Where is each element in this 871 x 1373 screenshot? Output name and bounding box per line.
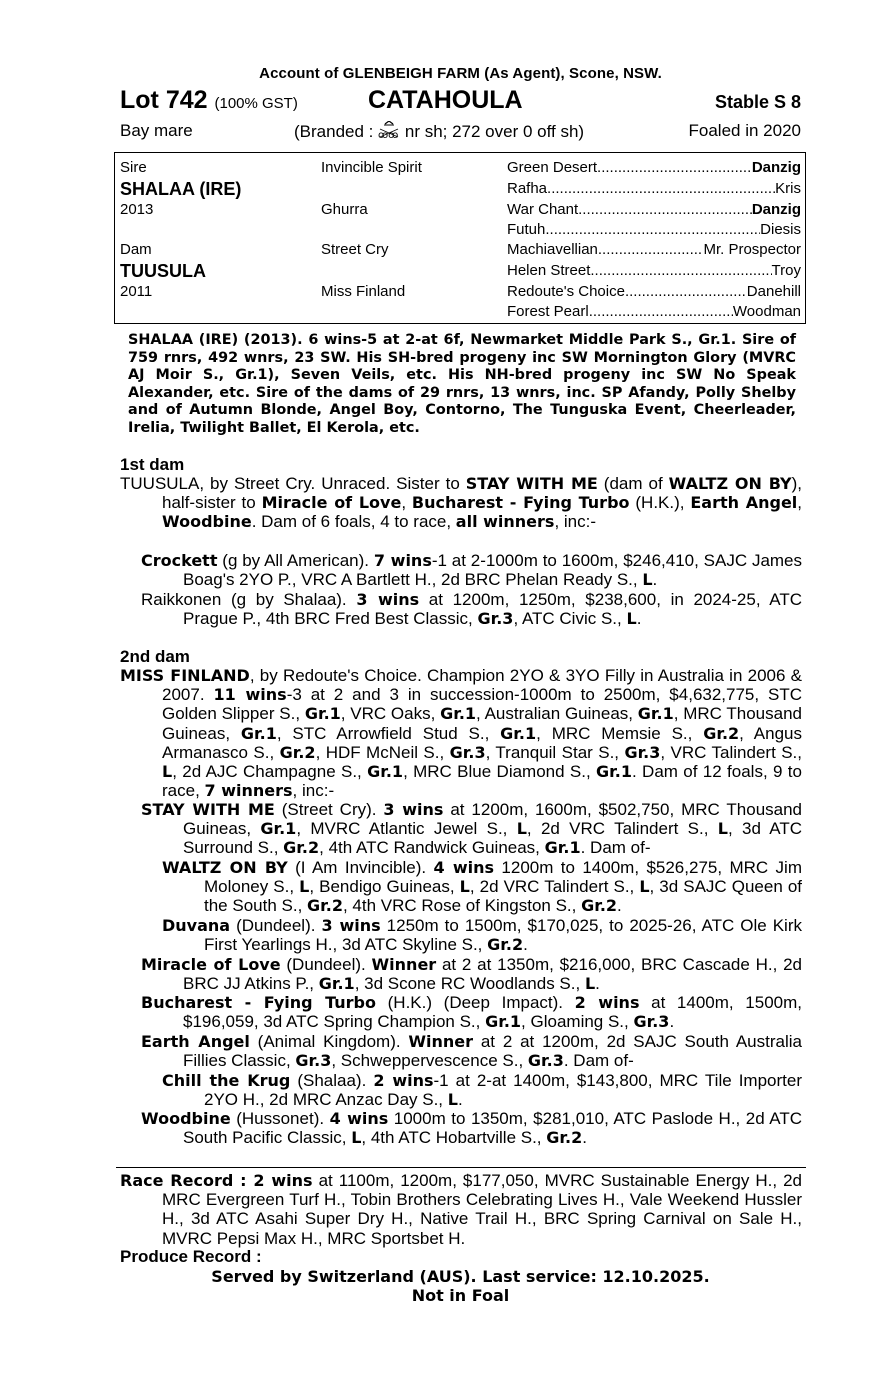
bold-run: Chill the Krug xyxy=(162,1071,291,1090)
gst-note: (100% GST) xyxy=(214,95,298,112)
text-run: (Dundeel). xyxy=(230,916,322,935)
gen3-sire: Diesis xyxy=(760,221,801,238)
text-run: , 3d ATC Surround S., xyxy=(183,819,803,858)
text-run: (Street Cry). xyxy=(274,800,384,819)
text-run: , 2d VRC Talindert S., xyxy=(526,819,718,839)
gen3-sire: Woodman xyxy=(732,303,801,320)
gen3-sire: Troy xyxy=(771,262,801,279)
bold-run: Gr.1 xyxy=(544,838,581,858)
foaled-year: Foaled in 2020 xyxy=(688,121,801,140)
text-run: . xyxy=(669,1012,675,1032)
text-run: (Shalaa). xyxy=(290,1071,374,1090)
text-run: , 3d SAJC Queen of the South S., xyxy=(204,877,803,916)
pedigree-gen3-1 xyxy=(507,159,801,176)
dam-year: 2011 xyxy=(120,283,153,300)
text-run: at 2 at 1350m, $216,000, BRC Cascade H., 2d BRC JJ Atkins P., xyxy=(183,955,802,994)
text-run: (dam of xyxy=(597,474,669,493)
text-run: (H.K.), xyxy=(629,493,691,513)
text-run: 1000m to 1350m, $281,010, ATC Paslode H., 2d ATC South Pacific Classic, xyxy=(183,1109,802,1148)
text-run: (g by All American). xyxy=(217,551,374,570)
bold-run: 7 winners xyxy=(204,781,293,801)
second-dam-entry xyxy=(120,666,802,800)
bold-run: L xyxy=(447,1090,458,1110)
bold-run: STAY WITH ME xyxy=(141,800,275,819)
bold-run: Miracle of Love xyxy=(261,493,402,513)
second-dam-heading: 2nd dam xyxy=(120,647,190,666)
bold-run: Gr.1 xyxy=(240,723,277,743)
gen3-sire: Mr. Prospector xyxy=(703,241,801,258)
bold-run: Gr.2 xyxy=(283,838,320,858)
brand-mark-icon xyxy=(378,121,400,139)
dam-name: TUUSULA xyxy=(120,261,206,281)
bold-run: Woodbine xyxy=(141,1109,231,1128)
bold-run: Gr.2 xyxy=(703,723,740,743)
pedigree-gen2-3: Street Cry xyxy=(321,241,389,258)
progeny-raikkonen xyxy=(141,590,802,628)
bold-run: Gr.3 xyxy=(624,742,661,762)
bold-run: Gr.1 xyxy=(485,1012,522,1032)
bold-run: Gr.2 xyxy=(487,935,524,955)
text-run: , xyxy=(797,493,803,513)
pedigree-gen2-1: Invincible Spirit xyxy=(321,159,422,176)
bold-run: Woodbine xyxy=(162,512,252,532)
bold-run: Miracle of Love xyxy=(141,955,281,974)
bold-run: Duvana xyxy=(162,916,231,935)
gen3-name: Redoute's Choice xyxy=(507,283,625,300)
pedigree-gen2-2: Ghurra xyxy=(321,201,368,218)
text-run: (Dundeel). xyxy=(280,955,372,974)
text-run: (Animal Kingdom). xyxy=(249,1032,409,1051)
lot-number xyxy=(120,86,298,115)
stable-number: Stable S 8 xyxy=(714,92,801,112)
bold-run: Gr.2 xyxy=(279,742,316,762)
bold-run: Bucharest - Fying Turbo xyxy=(411,493,630,513)
text-run: Raikkonen (g by Shalaa). xyxy=(141,590,357,609)
bold-run: Gr.1 xyxy=(260,819,297,839)
bold-run: Gr.3 xyxy=(633,1012,670,1032)
sire-year: 2013 xyxy=(120,201,154,218)
bold-run: 2 wins xyxy=(574,993,640,1012)
bold-run: Gr.1 xyxy=(637,704,674,724)
bold-run: Race Record : 2 wins xyxy=(120,1171,313,1190)
bold-run: Gr.1 xyxy=(440,704,477,724)
text-run: , Tranquil Star S., xyxy=(485,742,625,762)
text-run: -1 at 2-at 1400m, $143,800, MRC Tile Importer 2YO H., 2d MRC Anzac Day S., xyxy=(204,1071,802,1110)
bold-run: Gr.3 xyxy=(477,609,514,629)
progeny-stay-with-me xyxy=(141,800,802,858)
bold-run: WALTZ ON BY xyxy=(162,858,288,877)
pedigree-gen3-7 xyxy=(507,283,801,300)
text-run: -3 at 2 and 3 in succession-1000m to 2500m, $4,632,775, STC Golden Slipper S., xyxy=(162,685,803,724)
text-run: TUUSULA, by Street Cry. Unraced. Sister to xyxy=(120,474,466,493)
section-divider xyxy=(116,1167,806,1168)
bold-run: Gr.2 xyxy=(581,896,618,916)
bold-run: Gr.3 xyxy=(449,742,486,762)
service-line: Served by Switzerland (AUS). Last service: 12.10.2025. xyxy=(211,1267,710,1286)
text-run: , STC Arrowfield Stud S., xyxy=(276,723,501,743)
text-run: at 1200m, 1600m, $502,750, MRC Thousand Guineas, xyxy=(183,800,803,839)
brand-suffix: nr sh; 272 over 0 off sh) xyxy=(404,122,585,141)
gen3-name: Futuh xyxy=(507,221,546,238)
bold-run: Earth Angel xyxy=(141,1032,250,1051)
bold-run: L xyxy=(717,819,728,839)
bold-run: L xyxy=(584,974,596,994)
bold-run: Gr.1 xyxy=(318,974,355,994)
gen3-sire: Danehill xyxy=(746,283,801,300)
lot-label: Lot 742 xyxy=(120,86,208,114)
bold-run: MISS FINLAND xyxy=(120,666,250,685)
sire-summary: SHALAA (IRE) (2013). 6 wins-5 at 2-at 6f, Newmarket Middle Park S., Gr.1. Sire of 759 rnrs, 492 wnrs, 23 SW. His SH-bred progeny inc SW Mornington Glory (MVRC AJ Moir S., Gr.1), Seven Veils, etc. His NH-bred progeny inc SW No Speak Alexander, etc. Sire of the dams of 29 rnrs, 13 wnrs, inc. SP Afandy, Polly Shelby and of Autumn Blonde, Angel Boy, Contorno, The Tunguska Event, Cheerleader, Irelia, Twilight Ballet, El Kerola, etc. xyxy=(128,332,796,436)
text-run: , 2d VRC Talindert S., xyxy=(469,877,640,897)
text-run: ), half-sister to xyxy=(162,474,802,513)
text-run: (I Am Invincible). xyxy=(287,858,434,877)
text-run: (H.K.) (Deep Impact). xyxy=(375,993,575,1012)
gen3-sire: Kris xyxy=(775,180,801,197)
text-run: 1250m to 1500m, $170,025, to 2025-26, ATC Ole Kirk First Yearlings H., 3d ATC Skyline S., xyxy=(204,916,802,955)
text-run: , 4th VRC Rose of Kingston S., xyxy=(342,896,582,916)
text-run: at 1400m, 1500m, $196,059, 3d ATC Spring Champion S., xyxy=(183,993,802,1032)
text-run: , 3d Scone RC Woodlands S., xyxy=(354,974,585,994)
bold-run: 4 wins xyxy=(433,858,495,877)
horse-name: CATAHOULA xyxy=(368,86,523,114)
race-record xyxy=(120,1171,802,1248)
bold-run: Gr.1 xyxy=(596,762,632,782)
gen3-sire: Danzig xyxy=(751,201,801,218)
bold-run: L xyxy=(626,609,637,629)
bold-run: Crockett xyxy=(141,551,218,570)
gen3-name: Rafha xyxy=(507,180,548,197)
bold-run: Bucharest - Fying Turbo xyxy=(141,993,376,1012)
text-run: , Gloaming S., xyxy=(521,1012,634,1032)
pedigree-gen3-3 xyxy=(507,201,801,218)
gen3-name: Helen Street xyxy=(507,262,591,279)
bold-run: Earth Angel xyxy=(690,493,798,513)
pedigree-table xyxy=(114,152,806,324)
bold-run: L xyxy=(162,762,173,782)
text-run: , HDF McNeil S., xyxy=(315,742,450,762)
bold-run: L xyxy=(642,570,653,590)
pedigree-gen3-2 xyxy=(507,180,801,197)
bold-run: STAY WITH ME xyxy=(465,474,598,493)
text-run: , MRC Memsie S., xyxy=(536,723,704,743)
text-run: , MRC Blue Diamond S., xyxy=(403,762,597,782)
text-run: . Dam of 6 foals, 4 to race, xyxy=(251,512,456,532)
bold-run: Winner xyxy=(408,1032,474,1051)
bold-run: L xyxy=(299,877,310,897)
bold-run: 3 wins xyxy=(321,916,381,935)
bold-run: L xyxy=(516,819,527,839)
gen3-name: War Chant xyxy=(507,201,579,218)
gen3-sire: Danzig xyxy=(751,159,801,176)
bold-run: Winner xyxy=(371,955,437,974)
bold-run: all winners xyxy=(455,512,555,532)
svg-text:ꝏꝏ: ꝏꝏ xyxy=(378,130,399,139)
text-run: . xyxy=(523,935,528,955)
colour-sex: Bay mare xyxy=(120,121,193,140)
text-run: (Hussonet). xyxy=(230,1109,330,1128)
bold-run: 7 wins xyxy=(373,551,432,570)
foal-status: Not in Foal xyxy=(411,1286,510,1305)
text-run: 1200m to 1400m, $526,275, MRC Jim Moloney S., xyxy=(204,858,802,897)
text-run: , MRC Thousand Guineas, xyxy=(162,704,802,743)
gen3-name: Forest Pearl xyxy=(507,303,589,320)
text-run: , Bendigo Guineas, xyxy=(309,877,460,897)
dam-label: Dam xyxy=(120,241,152,258)
pedigree-gen3-6 xyxy=(507,262,801,279)
bold-run: Gr.3 xyxy=(527,1051,564,1071)
bold-run: WALTZ ON BY xyxy=(668,474,792,493)
first-dam-heading: 1st dam xyxy=(120,455,185,474)
text-run: . Dam of- xyxy=(580,838,651,858)
text-run: , Schweppervescence S., xyxy=(331,1051,528,1071)
gen3-name: Machiavellian xyxy=(507,241,598,258)
text-run: at 2 at 1200m, 2d SAJC South Australia Fillies Classic, xyxy=(183,1032,802,1071)
bold-run: Gr.1 xyxy=(304,704,341,724)
text-run: , 4th ATC Hobartville S., xyxy=(361,1128,547,1148)
first-dam-entry xyxy=(120,474,802,532)
bold-run: Gr.1 xyxy=(367,762,404,782)
text-run: , VRC Oaks, xyxy=(340,704,441,724)
progeny-earth-angel xyxy=(141,1032,802,1070)
brand-description xyxy=(294,121,584,142)
bold-run: 11 wins xyxy=(213,685,287,705)
text-run: . xyxy=(582,1128,587,1148)
text-run: , MVRC Atlantic Jewel S., xyxy=(296,819,517,839)
vendor-account: Account of GLENBEIGH FARM (As Agent), Scone, NSW. xyxy=(259,65,662,82)
progeny-crockett xyxy=(141,551,802,589)
text-run: , by Redoute's Choice. Champion 2YO & 3YO Filly in Australia in 2006 & 2007. xyxy=(162,666,803,705)
bold-run: L xyxy=(459,877,470,897)
bold-run: Gr.3 xyxy=(295,1051,332,1071)
text-run: . xyxy=(652,570,658,590)
bold-run: Gr.2 xyxy=(307,896,343,916)
bold-run: 3 wins xyxy=(383,800,444,819)
text-run: . xyxy=(617,896,622,916)
text-run: , xyxy=(401,493,412,513)
text-run: , ATC Civic S., xyxy=(513,609,627,629)
bold-run: 3 wins xyxy=(356,590,420,609)
text-run: -1 at 2-1000m to 1600m, $246,410, SAJC James Boag's 2YO P., VRC A Bartlett H., 2d BRC Phelan Ready S., xyxy=(183,551,803,590)
text-run: , inc:- xyxy=(292,781,335,801)
sire-label: Sire xyxy=(120,159,147,176)
bold-run: L xyxy=(639,877,650,897)
brand-prefix: (Branded : xyxy=(294,122,374,141)
text-run: , 4th ATC Randwick Guineas, xyxy=(319,838,545,858)
bold-run: L xyxy=(351,1128,362,1148)
pedigree-gen2-4: Miss Finland xyxy=(321,283,406,300)
bold-run: Gr.2 xyxy=(546,1128,583,1148)
progeny-waltz-on-by xyxy=(162,858,802,916)
bold-run: 4 wins xyxy=(329,1109,389,1128)
sire-name: SHALAA (IRE) xyxy=(120,179,242,199)
progeny-miracle-of-love xyxy=(141,955,802,993)
bold-run: 2 wins xyxy=(373,1071,434,1090)
bold-run: Gr.1 xyxy=(500,723,537,743)
produce-record-heading: Produce Record : xyxy=(120,1247,262,1266)
pedigree-gen3-4 xyxy=(507,221,801,238)
progeny-chill-the-krug xyxy=(162,1071,802,1109)
gen3-name: Green Desert xyxy=(507,159,598,176)
text-run: . Dam of 12 foals, 9 to race, xyxy=(162,762,802,801)
text-run: . xyxy=(595,974,600,994)
text-run: , VRC Talindert S., xyxy=(660,742,802,762)
text-run: at 1200m, 1250m, $238,600, in 2024-25, ATC Prague P., 4th BRC Fred Best Classic, xyxy=(183,590,803,629)
text-run: at 1100m, 1200m, $177,050, MVRC Sustainable Energy H., 2d MRC Evergreen Turf H., Tobin Brothers Celebrating Lives H., Vale Weekend Hussler H., 3d ATC Asahi Super Dry H., Native Trail H., BRC Spring Carnival on Sale H., MVRC Pepsi Max H., MRC Sportsbet H. xyxy=(162,1171,802,1248)
progeny-woodbine xyxy=(141,1109,802,1147)
text-run: , inc:- xyxy=(554,512,597,532)
text-run: , Australian Guineas, xyxy=(476,704,638,724)
pedigree-gen3-5 xyxy=(507,241,801,258)
progeny-duvana xyxy=(162,916,802,954)
text-run: , Angus Armanasco S., xyxy=(162,723,802,762)
pedigree-gen3-8 xyxy=(507,303,801,320)
text-run: . xyxy=(457,1090,463,1110)
text-run: . xyxy=(636,609,642,629)
progeny-bucharest xyxy=(141,993,802,1031)
text-run: , 2d AJC Champagne S., xyxy=(172,762,368,782)
text-run: . Dam of- xyxy=(563,1051,634,1071)
